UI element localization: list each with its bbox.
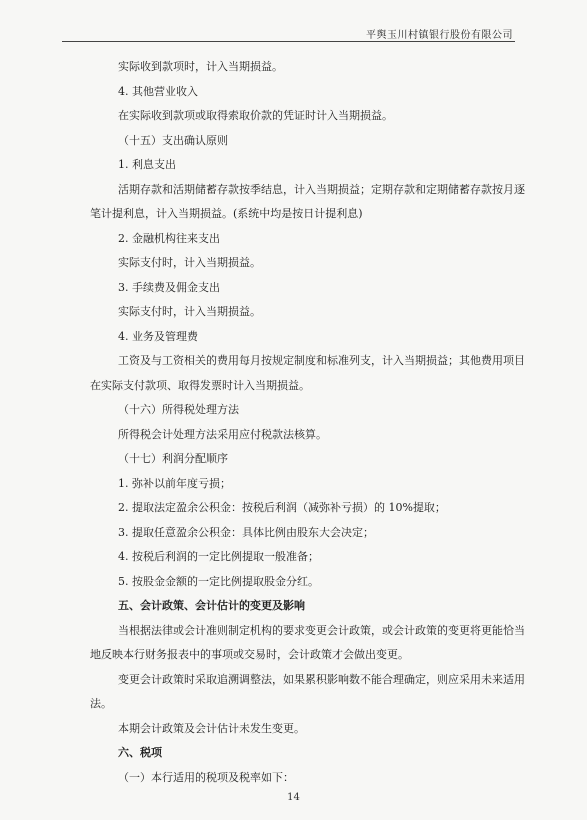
text-line: 5. 按股金金额的一定比例提取股金分红。 (118, 575, 319, 588)
text-line: 3. 手续费及佣金支出 (118, 281, 220, 294)
text-line: 笔计提利息，计入当期损益。(系统中均是按日计提利息) (90, 207, 363, 220)
text-line: 4. 按税后利润的一定比例提取一般准备； (118, 550, 319, 563)
section-heading: （十六）所得税处理方法 (118, 403, 239, 416)
text-line: 3. 提取任意盈余公积金：具体比例由股东大会决定； (118, 526, 374, 539)
text-line: 地反映本行财务报表中的事项或交易时，会计政策才会做出变更。 (90, 648, 409, 661)
chapter-heading: 五、会计政策、会计估计的变更及影响 (118, 599, 305, 612)
text-line: 实际支付时，计入当期损益。 (118, 256, 261, 269)
header-rule (62, 41, 515, 42)
text-line: 本期会计政策及会计估计未发生变更。 (118, 722, 305, 735)
text-line: 变更会计政策时采取追溯调整法，如果累积影响数不能合理确定，则应采用未来适用 (118, 673, 525, 686)
text-line: 2. 金融机构往来支出 (118, 232, 220, 245)
text-line: 活期存款和活期储蓄存款按季结息，计入当期损益；定期存款和定期储蓄存款按月逐 (118, 183, 525, 196)
text-line: 4. 业务及管理费 (118, 330, 198, 343)
text-line: 工资及与工资相关的费用每月按规定制度和标准列支，计入当期损益；其他费用项目 (118, 354, 525, 367)
text-line: 法。 (90, 697, 112, 710)
section-heading: （一）本行适用的税项及税率如下： (118, 771, 294, 784)
text-line: 实际收到款项时，计入当期损益。 (118, 60, 283, 73)
text-line: 在实际收到款项或取得索取价款的凭证时计入当期损益。 (118, 109, 393, 122)
text-line: 所得税会计处理方法采用应付税款法核算。 (118, 428, 327, 441)
text-line: 在实际支付款项、取得发票时计入当期损益。 (90, 379, 310, 392)
text-line: 1. 利息支出 (118, 158, 176, 171)
text-line: 当根据法律或会计准则制定机构的要求变更会计政策，或会计政策的变更将更能恰当 (118, 624, 525, 637)
page-number: 14 (287, 792, 300, 803)
text-line: 2. 提取法定盈余公积金：按税后利润（减弥补亏损）的 10%提取； (118, 501, 446, 514)
section-heading: （十五）支出确认原则 (118, 134, 228, 147)
text-line: 4. 其他营业收入 (118, 85, 198, 98)
header-company-name: 平舆玉川村镇银行股份有限公司 (366, 30, 513, 41)
chapter-heading: 六、税项 (118, 746, 162, 759)
text-line: 实际支付时，计入当期损益。 (118, 305, 261, 318)
section-heading: （十七）利润分配顺序 (118, 452, 228, 465)
text-line: 1. 弥补以前年度亏损； (118, 477, 231, 490)
